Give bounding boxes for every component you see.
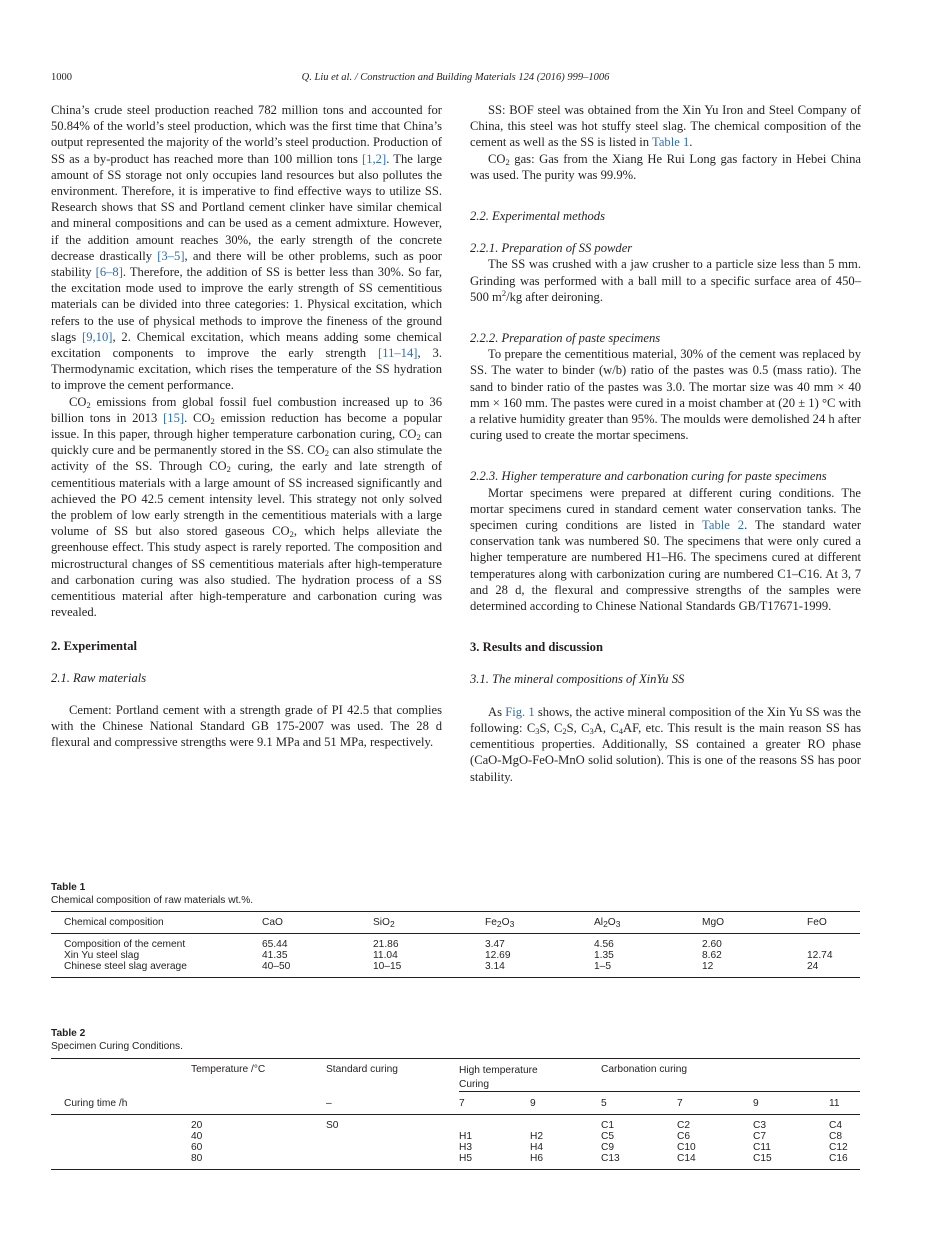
table-cell: 24: [807, 961, 819, 972]
ref-link[interactable]: [11–14]: [378, 346, 418, 361]
subsubsection-heading-curing: 2.2.3. Higher temperature and carbonation curing for paste specimens: [470, 469, 827, 484]
right-column: [470, 102, 861, 785]
table-2-header-cell: 7: [459, 1098, 465, 1109]
table-cell: 3.14: [485, 961, 505, 972]
ref-link[interactable]: [1,2]: [362, 151, 387, 166]
table-2-header-cell: Carbonation curing: [601, 1059, 860, 1092]
fig-1-link[interactable]: Fig. 1: [505, 704, 535, 719]
subsection-heading-raw-materials: 2.1. Raw materials: [51, 670, 147, 685]
table-cell: H5: [459, 1153, 473, 1164]
table-cell: 80: [191, 1153, 203, 1164]
table-cell: C6: [677, 1131, 691, 1142]
table-2-label: Table 2: [51, 1028, 86, 1039]
table-cell: 20: [191, 1120, 203, 1131]
table-1-header-cell: MgO: [702, 917, 725, 928]
table-1-header-row: [51, 912, 860, 934]
table-1: [51, 911, 860, 978]
table-1-label: Table 1: [51, 882, 86, 893]
table-row: [51, 961, 860, 978]
table-2-header-cell: Standard curing: [326, 1064, 398, 1075]
table-cell: Xin Yu steel slag: [64, 950, 140, 961]
table-cell: C2: [677, 1120, 691, 1131]
running-header: [51, 72, 860, 88]
ref-link[interactable]: [9,10]: [82, 329, 113, 344]
table-1-header-cell: CaO: [262, 917, 283, 928]
intro-paragraph-2: $CO_2$ emissions from global fossil fuel combustion increased up to 36 billion tons in 2013 [15]. $CO_2$ emission reduction has become a popular issue. In this paper, through higher temperature carbonation curing, $CO_2$ can quickly cure and be permanently stored in the SS. $CO_2$ can also stimulate the activity of the SS. Through $CO_2$ curing, the early and late strength of cementitious materials with a large amount of SS increased significantly and achieved the PO 42.5 cement intensity level. This strategy not only solved the problem of low early strength in the cementitious materials with a large volume of SS but also stored gaseous $CO_2$, which helps alleviate the greenhouse effect. This study aspect is rarely reported. The composition and microstructural changes of SS cementitious materials after high-temperature and carbonation curing was also studied. The hydration process of a SS cementitious material after high-temperature and carbonation curing was revealed.: [51, 394, 443, 620]
table-cell: 65.44: [262, 939, 288, 950]
table-1-link[interactable]: Table 1: [652, 135, 690, 150]
mineral-composition-paragraph: As Fig. 1 shows, the active mineral composition of the Xin Yu SS was the following: $C_3S$, $C_2S$, $C_3A$, $C_4AF$, etc. This result is the main reason SS has cementitious properties. Additionally, SS contained a greater RO phase (CaO-MgO-FeO-MnO solid solution). This is one of the reasons SS has poor stability.: [470, 704, 861, 784]
table-cell: C7: [753, 1131, 767, 1142]
table-cell: C9: [601, 1142, 615, 1153]
table-cell: H1: [459, 1131, 473, 1142]
table-1-header-cell: Chemical composition: [64, 917, 164, 928]
table-cell: 12.74: [807, 950, 833, 961]
table-cell: Composition of the cement: [64, 939, 186, 950]
table-cell: C11: [753, 1142, 771, 1153]
table-row: [51, 1115, 860, 1132]
section-heading-results: 3. Results and discussion: [470, 640, 603, 655]
left-column: [51, 102, 442, 751]
table-cell: 1–5: [594, 961, 611, 972]
table-2-header-cell: 5: [601, 1098, 607, 1109]
subsubsection-heading-ss-powder: 2.2.1. Preparation of SS powder: [470, 241, 633, 256]
table-1-header-cell: $Al_2O_3$: [594, 917, 621, 929]
ss-powder-paragraph: The SS was crushed with a jaw crusher to a particle size less than 5 mm. Grinding was performed with a ball mill to a specific surface area of 450–500 $m^2/kg$ after deironing.: [470, 257, 861, 304]
table-cell: H2: [530, 1131, 544, 1142]
table-cell: C13: [601, 1153, 620, 1164]
table-cell: C5: [601, 1131, 615, 1142]
table-2-header-cell: 7: [677, 1098, 683, 1109]
ss-paragraph: SS: BOF steel was obtained from the Xin Yu Iron and Steel Company of China, this steel was hot stuffy steel slag. The chemical composition of the cement as well as the SS is listed in Table 1.: [470, 103, 861, 150]
section-heading-experimental: 2. Experimental: [51, 638, 138, 653]
subsection-heading-mineral: 3.1. The mineral compositions of XinYu SS: [470, 672, 685, 687]
table-cell: C4: [829, 1120, 843, 1131]
table-row: [51, 1142, 860, 1153]
table-cell: 41.35: [262, 950, 288, 961]
table-cell: [807, 934, 860, 951]
table-1-header-cell: $Fe_2O_3$: [485, 917, 515, 929]
table-cell: 1.35: [594, 950, 614, 961]
table-cell: [326, 1131, 459, 1142]
table-cell: C16: [829, 1153, 848, 1164]
ref-link[interactable]: [6–8]: [95, 265, 123, 280]
table-cell: 40: [191, 1131, 203, 1142]
table-cell: C12: [829, 1142, 848, 1153]
table-2-header-row: [51, 1059, 860, 1092]
table-cell: 10–15: [373, 961, 402, 972]
table-2: [51, 1058, 860, 1170]
subsubsection-heading-paste: 2.2.2. Preparation of paste specimens: [470, 331, 661, 346]
table-2-caption: [51, 1027, 183, 1053]
table-cell: C8: [829, 1131, 843, 1142]
table-cell: [459, 1115, 530, 1132]
subsection-heading-methods: 2.2. Experimental methods: [470, 209, 606, 224]
table-2-link[interactable]: Table 2: [702, 518, 745, 533]
table-cell: 8.62: [702, 950, 722, 961]
table-cell: 11.04: [373, 950, 398, 961]
ref-link[interactable]: [15]: [163, 410, 185, 425]
table-2-header-cell: –: [326, 1097, 332, 1109]
table-2-header-cell: High temperature Curing: [459, 1059, 601, 1092]
paste-specimens-paragraph: To prepare the cementitious material, 30% of the cement was replaced by SS. The water to binder (w/b) ratio of the pastes was 0.5 (mass ratio). The sand to binder ratio of the pastes was 3.0. The mortar size was 40 mm × 40 mm × 160 mm. The pastes were cured in a moist chamber at (20 ± 1) °C with a relative humidity greater than 95%. The moulds were demolished 24 h after curing used to create the mortar specimens.: [470, 347, 861, 443]
journal-citation: Q. Liu et al. / Construction and Building Materials 124 (2016) 999–1006: [301, 72, 610, 83]
table-1-caption: [51, 881, 253, 907]
table-cell: Chinese steel slag average: [64, 961, 187, 972]
table-cell: 40–50: [262, 961, 291, 972]
table-cell: [530, 1115, 601, 1132]
table-2-title: Specimen Curing Conditions.: [51, 1041, 183, 1052]
table-cell: C15: [753, 1153, 772, 1164]
table-row: [51, 934, 860, 951]
table-cell: H4: [530, 1142, 544, 1153]
table-1-title: Chemical composition of raw materials wt.%.: [51, 895, 254, 906]
curing-paragraph: Mortar specimens were prepared at different curing conditions. The mortar specimens cured in standard cement water conservation tanks. The specimen curing conditions are listed in Table 2. The standard water conservation tank was numbered S0. The specimens that were only cured a higher temperature are numbered H1–H6. The specimens cured at different temperatures along with carbonization curing are numbered C1–C16. At 3, 7 and 28 d, the flexural and compressive strengths of the samples were determined according to Chinese National Standards GB/T17671-1999.: [470, 485, 862, 614]
table-cell: C10: [677, 1142, 696, 1153]
table-2-header-cell: 9: [753, 1098, 759, 1109]
ref-link[interactable]: [3–5]: [157, 248, 185, 263]
table-cell: 12.69: [485, 950, 511, 961]
table-1-header-cell: SiO$_2$: [373, 917, 395, 929]
table-cell: 4.56: [594, 939, 614, 950]
table-2-header-cell: Curing time /h: [64, 1097, 128, 1109]
table-cell: 3.47: [485, 939, 505, 950]
table-cell: 60: [191, 1142, 203, 1153]
co2-gas-paragraph: $CO_2$ gas: Gas from the Xiang He Rui Long gas factory in Hebei China was used. The purity was 99.9%.: [470, 151, 861, 182]
table-cell: [326, 1142, 459, 1153]
table-cell: S0: [326, 1120, 339, 1131]
table-cell: 12: [702, 961, 714, 972]
table-cell: 21.86: [373, 939, 399, 950]
table-cell: 2.60: [702, 939, 722, 950]
table-2-header-cell: Temperature /°C: [191, 1064, 266, 1075]
table-cell: [326, 1153, 459, 1170]
table-1-header-cell: FeO: [807, 917, 827, 928]
table-row: [51, 1153, 860, 1170]
table-2-subheader-row: [51, 1092, 860, 1115]
table-row: [51, 950, 860, 961]
table-2-header-cell: 9: [530, 1098, 536, 1109]
table-2-header-cell: 11: [829, 1098, 840, 1109]
table-cell: C3: [753, 1120, 767, 1131]
table-row: [51, 1131, 860, 1142]
table-cell: C1: [601, 1120, 615, 1131]
intro-paragraph-1: China’s crude steel production reached 782 million tons and accounted for 50.84% of the world’s steel production, which was the first time that China’s output represented the majority of the world’s steel production. Production of SS as a by-product has reached more than 100 million tons [1,2]. The large amount of SS storage not only occupies land resources but also pollutes the environment. Therefore, it is imperative to find effective ways to utilize SS. Research shows that SS and Portland cement clinker have similar chemical and mineral compositions and can be used as a cement admixture. However, if the addition amount reaches 30%, the early strength of the concrete decrease drastically [3–5], and there will be other problems, such as poor stability [6–8]. Therefore, the addition of SS is better less than 30%. So far, the excitation mode used to improve the early strength of SS cementitious materials can be divided into three categories: 1. Physical excitation, which refers to the use of physical methods to improve the fineness of the ground slags [9,10], 2. Chemical excitation, which means adding some chemical excitation components to improve the early strength [11–14], 3. Thermodynamic excitation, which rises the temperature of the SS hydration to improve the cement performance.: [51, 103, 442, 393]
page-number: 1000: [51, 72, 72, 83]
table-cell: H6: [530, 1153, 544, 1164]
table-cell: C14: [677, 1153, 696, 1164]
raw-materials-cement-paragraph: Cement: Portland cement with a strength grade of PI 42.5 that complies with the Chinese National Standard GB 175-2007 was used. The 28 d flexural and compressive strengths were 9.1 MPa and 51 MPa, respectively.: [51, 702, 442, 750]
table-cell: H3: [459, 1142, 473, 1153]
